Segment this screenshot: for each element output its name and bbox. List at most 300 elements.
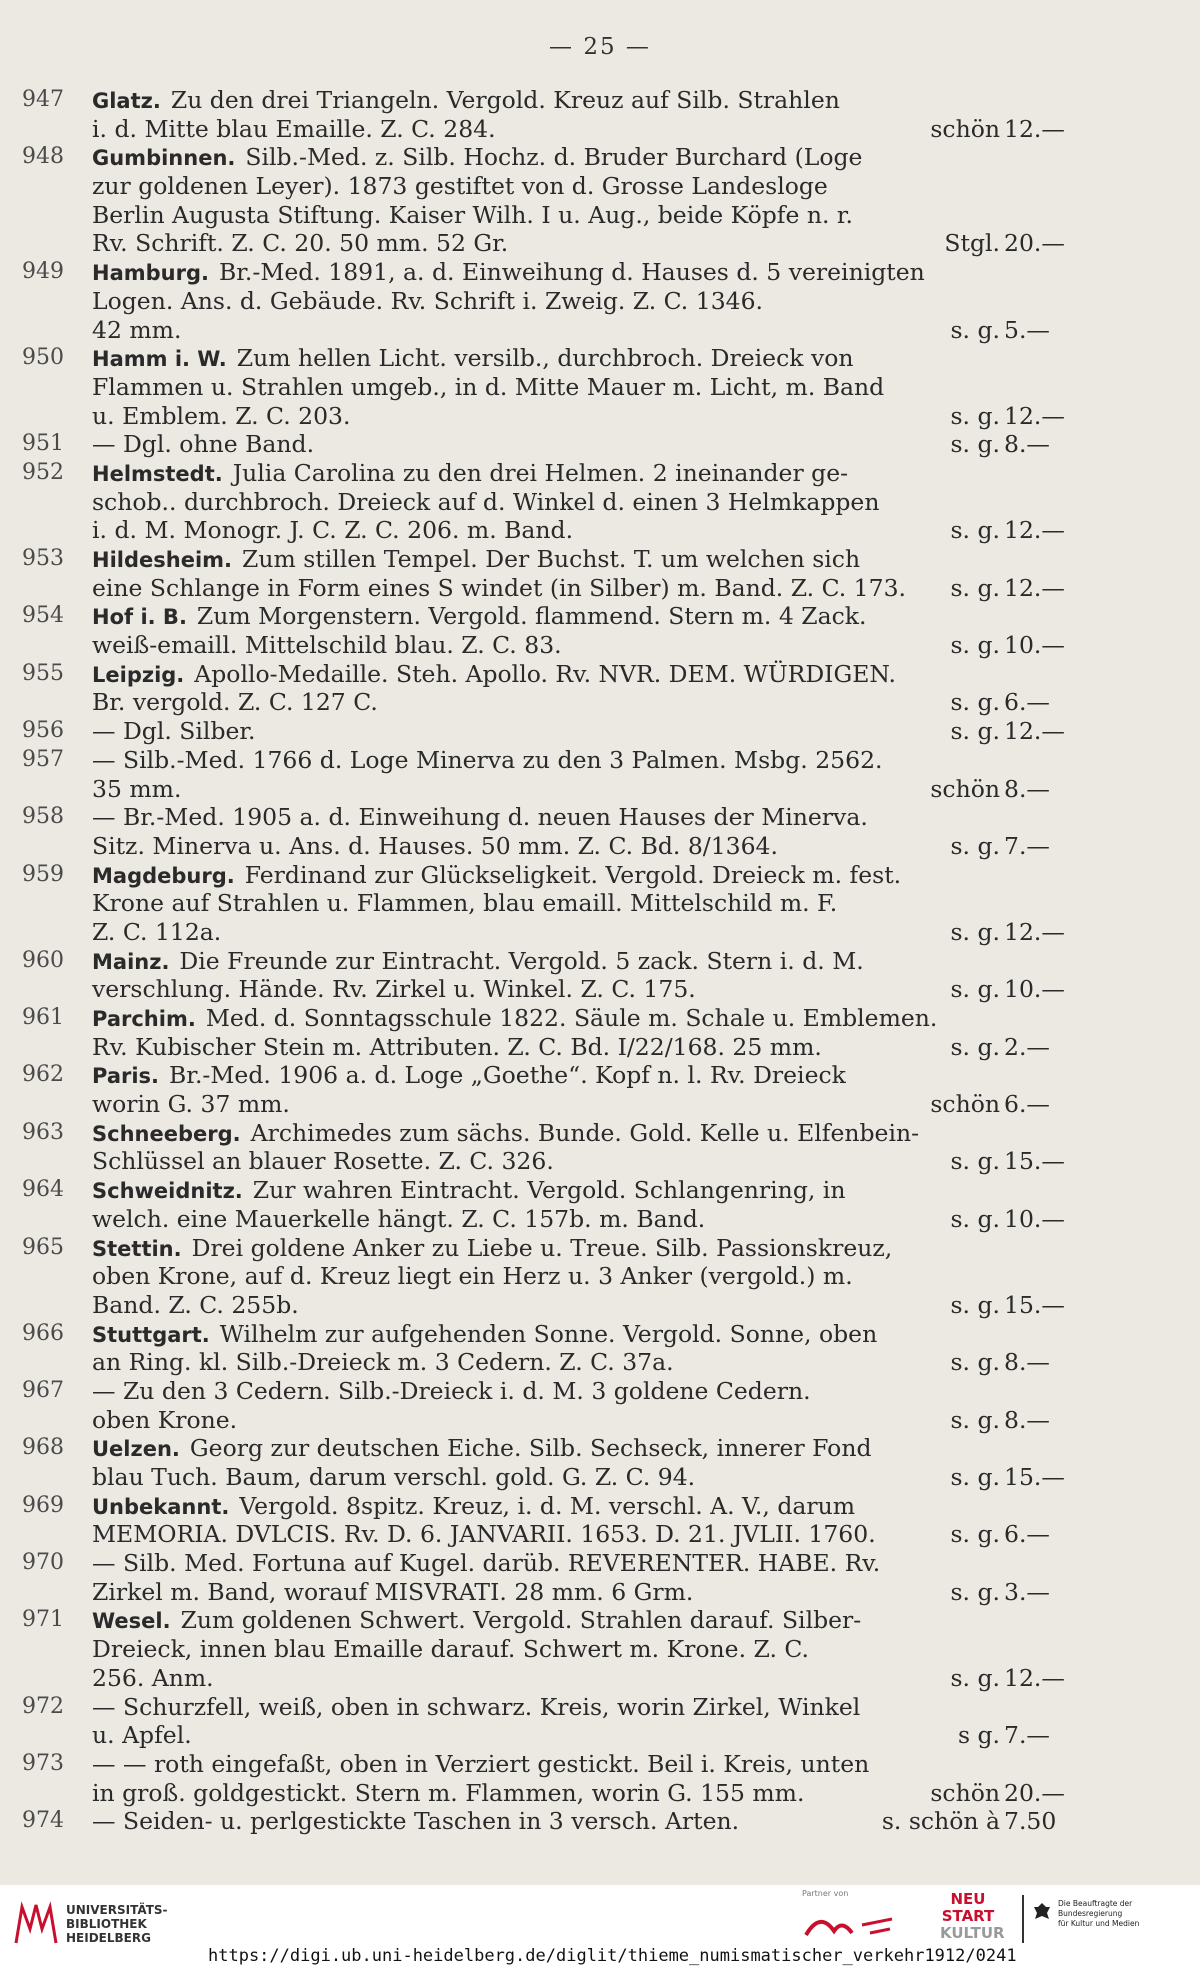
entry-description: u. Emblem. Z. C. 203. [92,401,351,430]
entry-city: Wesel. [92,1609,171,1634]
entry-text [92,1234,1000,1264]
entry-number: 961 [22,1005,64,1030]
entry-text [92,1635,1000,1664]
entry-text [92,775,1000,804]
catalog-entry [22,746,1112,803]
entry-city: Stettin. [92,1236,182,1261]
entry-description: i. d. Mitte blau Emaille. Z. C. 284. [92,114,496,143]
partner-logo-icon [800,1905,900,1945]
entry-description: worin G. 37 mm. [92,1090,290,1119]
entry-description: — Zu den 3 Cedern. Silb.-Dreieck i. d. M. 3 goldene Cedern. [92,1376,811,1405]
entry-condition: s. g. [950,1032,1000,1061]
entry-description: Z. C. 112a. [92,917,222,946]
entry-description: in groß. goldgestickt. Stern m. Flammen, worin G. 155 mm. [92,1778,805,1807]
entry-text [92,258,1000,288]
entry-line [22,1406,1112,1435]
entry-city: Schneeberg. [92,1121,241,1146]
entry-line [22,947,1112,976]
entry-city: Hamburg. [92,261,209,286]
entry-line [22,1606,1112,1635]
entry-text [92,1549,1000,1578]
entry-text [92,1606,1000,1636]
university-logo-icon [12,1899,60,1947]
entry-condition: Stgl. [944,229,1000,258]
entry-price: 2.— [1004,1032,1050,1061]
entry-text [92,631,1000,660]
entry-city: Helmstedt. [92,461,223,486]
entry-description: Krone auf Strahlen u. Flammen, blau emaill. Mittelschild m. F. [92,889,838,918]
entry-line [22,344,1112,373]
entry-description: Med. d. Sonntagsschule 1822. Säule m. Schale u. Emblemen. [205,1004,938,1032]
catalog-entry [22,1004,1112,1061]
entry-number: 963 [22,1119,64,1145]
entry-text [92,229,1000,258]
entry-description: Sitz. Minerva u. Ans. d. Hauses. 50 mm. Z. C. Bd. 8/1364. [92,831,778,860]
catalog-entry [22,660,1112,717]
entry-number: 956 [22,718,64,744]
entry-line [22,1434,1112,1463]
entry-description: Vergold. 8spitz. Kreuz, i. d. M. verschl. A. V., darum [239,1491,856,1520]
entry-text [92,1406,1000,1435]
entry-price: 10.— [1004,975,1065,1004]
catalog-entry [22,1320,1112,1377]
entry-line [22,545,1112,574]
entry-description: schob.. durchbroch. Dreieck auf d. Winkel d. einen 3 Helmkappen [92,487,880,516]
catalog-entry [22,1750,1112,1807]
entry-line [22,201,1112,230]
entry-condition: s. schön à [881,1807,1000,1836]
entry-city: Magdeburg. [92,863,235,888]
entry-condition: s. g. [950,1348,1000,1377]
entry-price: 20.— [1004,229,1065,258]
entry-line [22,459,1112,488]
entry-description: welch. eine Mauerkelle hängt. Z. C. 157b. m. Band. [92,1204,706,1233]
entry-price: 5.— [1004,315,1050,344]
entry-price: 12.— [1004,516,1065,545]
catalog-entry [22,602,1112,659]
entry-text [92,1377,1000,1406]
entry-description: Logen. Ans. d. Gebäude. Rv. Schrift i. Zweig. Z. C. 1346. [92,286,764,315]
entry-text [92,1750,1000,1779]
entry-description: Drei goldene Anker zu Liebe u. Treue. Silb. Passionskreuz, [191,1233,893,1262]
entry-line [22,1463,1112,1492]
entry-number: 971 [22,1607,64,1633]
entry-condition: s. g. [950,315,1000,344]
entry-price: 6.— [1004,1520,1050,1549]
entry-description: Rv. Schrift. Z. C. 20. 50 mm. 52 Gr. [92,229,509,258]
entry-condition: s. g. [950,1577,1000,1606]
entry-text [92,1721,1000,1750]
catalog-entry [22,545,1112,602]
entry-line [22,1262,1112,1291]
entry-condition: s. g. [950,1204,1000,1233]
entry-number: 969 [22,1492,64,1518]
entry-description: Archimedes zum sächs. Bunde. Gold. Kelle u. Elfenbein- [250,1118,920,1147]
entry-line [22,1061,1112,1090]
entry-description: Wilhelm zur aufgehenden Sonne. Vergold. Sonne, oben [219,1319,878,1348]
entry-text [92,1434,1000,1464]
entry-line [22,1320,1112,1349]
entry-line [22,1205,1112,1234]
entry-condition: s. g. [950,1463,1000,1491]
entry-line [22,602,1112,631]
entry-line [22,172,1112,201]
entry-description: Band. Z. C. 255b. [92,1290,299,1319]
entry-line [22,1004,1112,1033]
catalog-entry [22,1234,1112,1320]
entry-description: Schlüssel an blauer Rosette. Z. C. 326. [92,1147,554,1176]
entry-line [22,1635,1112,1664]
entry-city: Gumbinnen. [92,146,236,171]
entry-price: 7.50 [1004,1807,1057,1836]
entry-text [92,430,1000,459]
catalog-entry [22,1434,1112,1491]
entry-description: 35 mm. [92,774,182,803]
entry-price: 15.— [1004,1290,1065,1319]
entry-description: zur goldenen Leyer). 1873 gestiftet von d. Grosse Landesloge [92,172,828,201]
entry-line [22,1119,1112,1148]
entry-city: Stuttgart. [92,1322,210,1347]
entry-number: 957 [22,746,64,772]
entry-description: verschlung. Hände. Rv. Zirkel u. Winkel. Z. C. 175. [92,975,696,1004]
entry-description: Apollo-Medaille. Steh. Apollo. Rv. NVR. DEM. WÜRDIGEN. [194,659,896,688]
entry-line [22,143,1112,172]
entry-price: 12.— [1004,717,1065,746]
entry-text [92,832,1000,861]
entry-text [92,287,1000,316]
entry-city: Hamm i. W. [92,347,227,372]
entry-description: Br.-Med. 1891, a. d. Einweihung d. Hauses d. 5 vereinigten [218,258,925,287]
entry-line [22,717,1112,746]
entry-price: 3.— [1004,1577,1050,1606]
catalog-entry [22,1492,1112,1549]
entry-condition: s. g. [950,1520,1000,1549]
entry-description: 42 mm. [92,315,182,344]
entry-text [92,688,1000,717]
entry-description: Br.-Med. 1906 a. d. Loge „Goethe“. Kopf n. l. Rv. Dreieck [169,1061,846,1090]
entry-line [22,832,1112,861]
entry-line [22,1693,1112,1722]
entry-text [92,1779,1000,1808]
catalog-entry [22,861,1112,947]
entry-number: 966 [22,1320,64,1346]
entry-line [22,1578,1112,1607]
entry-number: 974 [22,1808,64,1834]
entry-line [22,1721,1112,1750]
entry-description: — Schurzfell, weiß, oben in schwarz. Kreis, worin Zirkel, Winkel [92,1692,861,1721]
entry-line [22,1779,1112,1808]
entry-text [92,316,1000,345]
page-number: — 25 — [549,34,651,60]
entry-price: 12.— [1004,917,1065,946]
entry-condition: s. g. [950,688,1000,717]
entry-text [92,1176,1000,1206]
entry-line [22,1176,1112,1205]
entry-price: 12.— [1004,1663,1065,1692]
entry-city: Schweidnitz. [92,1179,243,1204]
entry-description: oben Krone. [92,1405,238,1434]
entry-text [92,746,1000,775]
entry-number: 953 [22,546,64,571]
entry-city: Glatz. [92,89,161,113]
entry-description: Dreieck, innen blau Emaille darauf. Schwert m. Krone. Z. C. [92,1635,810,1664]
entry-line [22,1750,1112,1779]
entry-line [22,1090,1112,1119]
entry-description: Georg zur deutschen Eiche. Silb. Sechseck, innerer Fond [189,1434,872,1463]
entry-condition: schön [930,1778,1000,1807]
entry-text [92,803,1000,832]
entry-line [22,918,1112,947]
entry-text [92,660,1000,690]
entry-text [92,889,1000,918]
entry-number: 951 [22,431,64,457]
entry-description: Zum stillen Tempel. Der Buchst. T. um welchen sich [242,545,861,573]
entry-description: Flammen u. Strahlen umgeb., in d. Mitte Mauer m. Licht, m. Band [92,372,885,401]
entry-condition: s. g. [950,631,1000,660]
entry-line [22,373,1112,402]
neustart-kultur-logo: NEU START KULTUR [940,1890,1005,1942]
entry-city: Parchim. [92,1007,196,1031]
entry-text [92,1463,1000,1492]
entry-description: — Silb. Med. Fortuna auf Kugel. darüb. REVERENTER. HABE. Rv. [92,1549,881,1578]
entry-description: Zum Morgenstern. Vergold. flammend. Stern m. 4 Zack. [196,602,867,631]
entry-city: Mainz. [92,949,170,974]
entry-description: an Ring. kl. Silb.-Dreieck m. 3 Cedern. Z. C. 37a. [92,1348,674,1377]
entry-description: weiß-emaill. Mittelschild blau. Z. C. 83. [92,631,562,660]
entry-number: 965 [22,1234,64,1260]
entry-line [22,1348,1112,1377]
entry-description: — Seiden- u. perlgestickte Taschen in 3 versch. Arten. [92,1807,740,1836]
entry-text [92,459,1000,489]
entry-text [92,172,1000,201]
entry-city: Paris. [92,1064,160,1089]
catalog-entries [22,86,1112,1836]
entry-description: — Dgl. ohne Band. [92,430,315,459]
entry-line [22,229,1112,258]
divider [1022,1895,1024,1949]
entry-line [22,287,1112,316]
entry-description: Silb.-Med. z. Silb. Hochz. d. Bruder Burchard (Loge [245,143,863,172]
entry-price: 10.— [1004,631,1065,660]
entry-text [92,717,1000,746]
entry-text [92,373,1000,402]
entry-price: 7.— [1004,831,1050,860]
entry-line [22,975,1112,1004]
entry-description: — — roth eingefaßt, oben in Verziert gestickt. Beil i. Kreis, unten [92,1749,870,1778]
entry-line [22,1492,1112,1521]
entry-condition: s. g. [950,430,1000,459]
entry-line [22,660,1112,689]
entry-price: 12.— [1004,401,1065,430]
entry-text [92,402,1000,431]
catalog-entry [22,143,1112,258]
federal-eagle-icon [1032,1901,1052,1923]
university-name: UNIVERSITÄTS- BIBLIOTHEK HEIDELBERG [66,1903,168,1945]
entry-description: — Br.-Med. 1905 a. d. Einweihung d. neuen Hauses der Minerva. [92,803,868,832]
entry-number: 960 [22,947,64,973]
entry-condition: s. g. [950,516,1000,545]
entry-text [92,602,1000,632]
entry-line [22,1807,1112,1836]
entry-description: Julia Carolina zu den drei Helmen. 2 ineinander ge- [232,458,849,487]
entry-description: Die Freunde zur Eintracht. Vergold. 5 zack. Stern i. d. M. [179,946,864,975]
catalog-entry [22,803,1112,860]
entry-description: — Silb.-Med. 1766 d. Loge Minerva zu den 3 Palmen. Msbg. 2562. [92,745,883,774]
entry-text [92,1205,1000,1234]
entry-line [22,402,1112,431]
entry-line [22,1234,1112,1263]
entry-description: 256. Anm. [92,1663,214,1692]
entry-line [22,746,1112,775]
catalog-entry [22,1606,1112,1692]
entry-text [92,1664,1000,1693]
entry-text [92,86,1000,116]
entry-text [92,1004,1000,1034]
entry-text [92,1320,1000,1350]
entry-city: Unbekannt. [92,1494,230,1519]
entry-text [92,1061,1000,1091]
entry-text [92,1090,1000,1119]
entry-line [22,258,1112,287]
entry-number: 949 [22,259,64,285]
catalog-entry [22,86,1112,143]
entry-text [92,1693,1000,1722]
entry-number: 968 [22,1435,64,1461]
entry-description: oben Krone, auf d. Kreuz liegt ein Herz u. 3 Anker (vergold.) m. [92,1262,853,1291]
catalog-entry [22,1807,1112,1836]
entry-condition: s g. [957,1721,1000,1750]
entry-line [22,1549,1112,1578]
entry-number: 967 [22,1377,64,1403]
catalog-entry [22,1061,1112,1118]
entry-line [22,1520,1112,1549]
entry-condition: s. g. [950,917,1000,946]
entry-price: 8.— [1004,774,1050,803]
entry-condition: s. g. [950,1147,1000,1176]
entry-city: Uelzen. [92,1437,180,1462]
entry-condition: schön [930,774,1000,803]
entry-text [92,1492,1000,1522]
catalog-entry [22,430,1112,459]
entry-number: 959 [22,861,64,887]
catalog-entry [22,1549,1112,1606]
entry-text [92,201,1000,230]
source-url[interactable]: https://digi.ub.uni-heidelberg.de/diglit/thieme_numismatischer_verkehr1912/0241 [200,1943,1025,1969]
entry-price: 20.— [1004,1778,1065,1807]
entry-line [22,516,1112,545]
catalog-entry [22,459,1112,545]
entry-description: blau Tuch. Baum, darum verschl. gold. G. Z. C. 94. [92,1463,696,1491]
entry-city: Hof i. B. [92,605,187,630]
entry-text [92,1033,1000,1062]
catalog-entry [22,947,1112,1004]
entry-text [92,1119,1000,1149]
entry-description: Rv. Kubischer Stein m. Attributen. Z. C. Bd. I/22/168. 25 mm. [92,1032,822,1061]
entry-number: 964 [22,1177,64,1203]
entry-text [92,344,1000,374]
entry-text [92,861,1000,891]
entry-description: eine Schlange in Form eines S windet (in Silber) m. Band. Z. C. 173. [92,573,907,602]
entry-description: Zur wahren Eintracht. Vergold. Schlangenring, in [252,1176,846,1205]
entry-text [92,1807,1000,1836]
entry-text [92,1147,1000,1176]
entry-text [92,545,1000,575]
entry-price: 6.— [1004,1090,1050,1119]
entry-line [22,1291,1112,1320]
entry-condition: s. g. [950,1290,1000,1319]
entry-description: Zum hellen Licht. versilb., durchbroch. Dreieck von [236,344,854,373]
entry-number: 958 [22,804,64,830]
entry-description: Zu den drei Triangeln. Vergold. Kreuz auf Silb. Strahlen [170,86,840,114]
entry-text [92,1578,1000,1607]
entry-price: 8.— [1004,1348,1050,1377]
entry-price: 8.— [1004,1405,1050,1434]
entry-city: Hildesheim. [92,548,232,572]
entry-description: Br. vergold. Z. C. 127 C. [92,688,378,717]
entry-price: 7.— [1004,1721,1050,1750]
entry-line [22,115,1112,144]
entry-condition: schön [930,1090,1000,1119]
entry-text [92,574,1000,603]
entry-text [92,1520,1000,1549]
entry-price: 12.— [1004,114,1065,143]
entry-description: Zum goldenen Schwert. Vergold. Strahlen darauf. Silber- [180,1606,862,1635]
entry-description: Ferdinand zur Glückseligkeit. Vergold. Dreieck m. fest. [244,860,902,889]
catalog-entry [22,1176,1112,1233]
entry-line [22,1147,1112,1176]
entry-condition: s. g. [950,717,1000,746]
entry-description: u. Apfel. [92,1721,192,1750]
entry-text [92,1348,1000,1377]
entry-condition: s. g. [950,1405,1000,1434]
entry-text [92,1291,1000,1320]
entry-line [22,430,1112,459]
entry-line [22,889,1112,918]
catalog-entry [22,344,1112,430]
entry-text [92,516,1000,545]
entry-price: 8.— [1004,430,1050,459]
entry-text [92,488,1000,517]
entry-text [92,115,1000,144]
entry-description: MEMORIA. DVLCIS. Rv. D. 6. JANVARII. 1653. D. 21. JVLII. 1760. [92,1520,876,1549]
entry-price: 6.— [1004,688,1050,717]
entry-text [92,1262,1000,1291]
entry-condition: schön [930,114,1000,143]
entry-line [22,688,1112,717]
entry-text [92,143,1000,173]
entry-line [22,1377,1112,1406]
entry-text [92,947,1000,977]
entry-condition: s. g. [950,401,1000,430]
entry-city: Leipzig. [92,662,185,687]
entry-line [22,574,1112,603]
entry-condition: s. g. [950,1663,1000,1692]
catalog-entry [22,717,1112,746]
entry-number: 955 [22,660,64,686]
entry-line [22,861,1112,890]
entry-number: 952 [22,459,64,485]
entry-price: 12.— [1004,573,1065,602]
entry-condition: s. g. [950,573,1000,602]
catalog-entry [22,258,1112,344]
entry-condition: s. g. [950,831,1000,860]
entry-number: 950 [22,345,64,371]
partner-label: Partner von [802,1889,849,1898]
entry-line [22,86,1112,115]
entry-number: 954 [22,603,64,629]
entry-condition: s. g. [950,975,1000,1004]
entry-text [92,918,1000,947]
